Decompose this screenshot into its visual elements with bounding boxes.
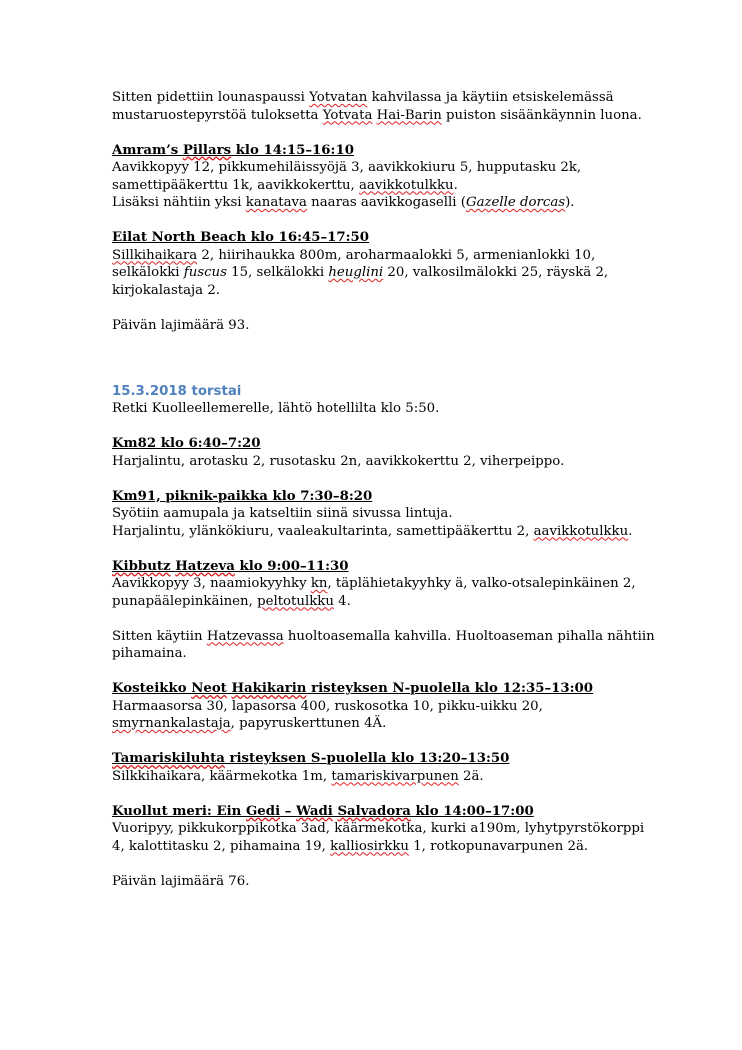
section-block	[112, 750, 632, 785]
text-line	[112, 838, 632, 856]
spellcheck-flagged-word: Gedi	[245, 803, 281, 819]
text-run: Km82 klo 6:40–7:20	[112, 436, 261, 451]
text-paragraph	[112, 873, 632, 891]
text-paragraph	[112, 628, 655, 663]
text-run: risteyksen S-puolella klo 13:20–13:50	[224, 751, 510, 766]
spellcheck-flagged-word: peltotulkku	[257, 593, 334, 609]
text-run: klo 14:00–17:00	[410, 803, 534, 819]
text-line	[112, 505, 632, 523]
text-run: huoltoasemalla kahvilla. Huoltoaseman pihalla nähtiin	[283, 628, 655, 644]
text-run: Retki Kuolleellemerelle, lähtö hotellilta klo 5:50.	[112, 401, 440, 416]
text-run: 15, selkälokki	[226, 265, 329, 280]
section-block	[112, 680, 632, 733]
text-run: Aavikkopyy 3, naamiokyyhky	[112, 576, 311, 591]
spellcheck-flagged-word: heuglini	[328, 265, 384, 280]
spellcheck-flagged-word: Hatzeva	[175, 558, 235, 574]
text-line	[112, 523, 632, 541]
text-run: –	[280, 803, 297, 819]
spellcheck-flagged-word: Gazelle dorcas	[465, 195, 566, 210]
text-line	[112, 645, 632, 663]
spellcheck-flagged-word: aavikkotulkku	[359, 177, 454, 193]
text-run: Harjalintu, ylänkökiuru, vaaleakultarinta, samettipääkerttu 2,	[112, 523, 534, 539]
text-line	[112, 264, 632, 282]
text-run: Vuoripyy, pikkukorppikotka 3ad, käärmekotka, kurki a190m, lyhytpyrstökorppi	[112, 821, 645, 836]
spellcheck-flagged-word: kalliosirkku	[330, 838, 409, 854]
text-line	[112, 453, 632, 471]
text-run: pihamaina.	[112, 646, 187, 661]
section-heading	[112, 750, 632, 768]
spellcheck-flagged-word: Wadi	[296, 803, 333, 819]
section-heading	[112, 680, 632, 698]
section-block	[112, 558, 636, 611]
text-run: samettipääkerttu 1k, aavikkokerttu,	[112, 177, 359, 193]
text-run: Harjalintu, arotasku 2, rusotasku 2n, aavikkokerttu 2, viherpeippo.	[112, 453, 565, 469]
text-run: , papyruskerttunen 4Ä.	[230, 716, 387, 731]
text-line	[112, 698, 632, 716]
text-line	[112, 159, 632, 177]
text-line	[112, 768, 632, 786]
text-run: Kuollut meri: Ein	[112, 803, 246, 819]
text-run: Syötiin aamupala ja katseltiin siinä sivussa lintuja.	[112, 506, 453, 521]
spellcheck-flagged-word: Sillkihaikara	[112, 247, 198, 263]
text-run: punapäälepinkäinen,	[112, 593, 258, 609]
spellcheck-flagged-word: Kibbutz	[112, 558, 171, 574]
text-run: klo 14:15–16:10	[231, 142, 354, 158]
spellcheck-flagged-word: Hai-Barin	[376, 107, 442, 123]
text-run: Km91, piknik-paikka klo 7:30–8:20	[112, 488, 373, 504]
text-run: 4, kalottitasku 2, pihamaina 19,	[112, 838, 331, 854]
section-block	[112, 488, 632, 541]
text-line	[112, 593, 632, 611]
text-line	[112, 177, 632, 195]
section-block	[112, 435, 632, 470]
text-run: klo 9:00–11:30	[234, 558, 349, 574]
section-heading	[112, 803, 632, 821]
text-line	[112, 628, 655, 646]
text-line	[112, 400, 632, 418]
spellcheck-flagged-word: Tamariskiluhta	[112, 751, 225, 766]
spellcheck-flagged-word: Yotvata	[322, 107, 373, 123]
day-heading: 15.3.2018 torstai	[112, 383, 242, 399]
text-run: Sitten käytiin	[112, 628, 207, 644]
text-paragraph	[112, 89, 642, 124]
text-run: 4.	[333, 593, 351, 609]
text-line	[112, 715, 632, 733]
section-heading	[112, 142, 632, 160]
text-paragraph	[112, 317, 632, 335]
text-run: 1, rotkopunavarpunen 2ä.	[408, 838, 589, 854]
text-run: Lisäksi nähtiin yksi	[112, 195, 246, 210]
text-run: Harmaasorsa 30, lapasorsa 400, ruskosotka 10, pikku-uikku 20,	[112, 698, 543, 714]
spellcheck-flagged-word: Yotvatan	[309, 90, 368, 105]
section-block	[112, 803, 645, 856]
text-run: Päivän lajimäärä 76.	[112, 873, 250, 889]
text-line	[112, 873, 632, 891]
text-line	[112, 282, 632, 300]
text-run: .	[628, 523, 633, 539]
text-run: Silkkihaikara, käärmekotka 1m,	[112, 768, 332, 784]
spellcheck-flagged-word: kn	[310, 576, 328, 591]
document-body	[112, 89, 655, 908]
section-block	[112, 142, 632, 212]
paragraph-spacer	[112, 352, 632, 383]
spellcheck-flagged-word: smyrnankalastaja	[112, 716, 231, 731]
text-run: Päivän lajimäärä 93.	[112, 317, 250, 333]
text-line	[112, 820, 645, 838]
spellcheck-flagged-word: Pillars	[182, 142, 232, 158]
text-run: puiston sisäänkäynnin luona.	[441, 107, 642, 123]
day-block	[112, 383, 632, 418]
text-run: , täplähietakyyhky ä, valko-otsalepinkäinen 2,	[327, 576, 636, 591]
text-run: 2ä.	[458, 768, 484, 784]
spellcheck-flagged-word: Neot	[191, 681, 227, 696]
spellcheck-flagged-word: tamariskivarpunen	[331, 768, 459, 784]
section-heading	[112, 558, 632, 576]
text-line	[112, 194, 632, 212]
text-run: 20, valkosilmälokki 25, räyskä 2,	[383, 265, 609, 280]
spellcheck-flagged-word: Salvadora	[337, 803, 411, 819]
text-run: Eilat North Beach klo 16:45–17:50	[112, 230, 370, 245]
text-run: Amram’s	[112, 142, 183, 158]
text-run: Sitten pidettiin lounaspaussi	[112, 90, 310, 105]
text-run: mustaruostepyrstöä tuloksetta	[112, 107, 323, 123]
spellcheck-flagged-word: Hakikarin	[231, 681, 307, 696]
text-run: 2, hiirihaukka 800m, aroharmaalokki 5, armenianlokki 10,	[197, 247, 596, 263]
text-run: Kosteikko	[112, 681, 192, 696]
spellcheck-flagged-word: aavikkotulkku	[533, 523, 629, 539]
text-line	[112, 247, 632, 265]
text-line	[112, 107, 642, 125]
text-line	[112, 317, 632, 335]
spellcheck-flagged-word: Hatzevassa	[206, 628, 284, 644]
section-block	[112, 229, 632, 299]
text-run: fuscus	[183, 265, 227, 280]
section-heading	[112, 488, 632, 506]
text-line	[112, 575, 636, 593]
text-run: .	[453, 177, 458, 193]
text-run: ).	[565, 195, 575, 210]
text-run: Aavikkopyy 12, pikkumehiläissyöjä 3, aavikkokiuru 5, hupputasku 2k,	[112, 160, 582, 175]
text-run: kahvilassa ja käytiin etsiskelemässä	[367, 90, 614, 105]
text-run: risteyksen N-puolella klo 12:35–13:00	[306, 681, 594, 696]
text-line	[112, 89, 632, 107]
text-run: selkälokki	[112, 265, 184, 280]
section-heading	[112, 435, 632, 453]
spellcheck-flagged-word: kanatava	[245, 195, 307, 210]
section-heading	[112, 229, 632, 247]
text-run: naaras aavikkogaselli (	[306, 195, 466, 210]
text-run: kirjokalastaja 2.	[112, 282, 221, 298]
